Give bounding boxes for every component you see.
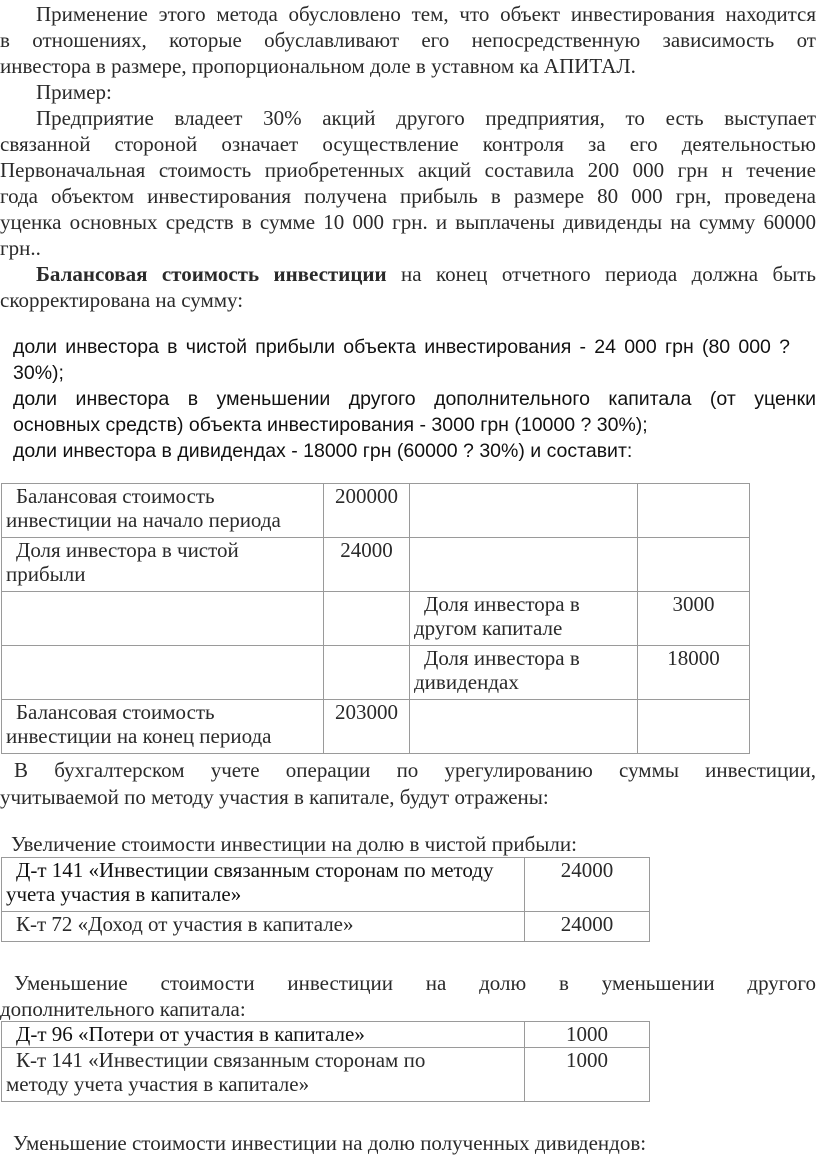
cell-label-line: инвестиции на конец периода [6, 724, 272, 748]
adjustment-2-line-2: основных средств) объекта инвестирования - 3000 грн (10000 ? 30%); [13, 414, 648, 436]
table-cell [2, 646, 324, 700]
example-line-1: Предприятие владеет 30% акций другого предприятия, то есть выступает [36, 106, 816, 130]
cell-label-line: К-т 72 «Доход от участия в капитале» [16, 912, 354, 936]
decrease-heading-line-1: Уменьшение стоимости инвестиции на долю в уменьшении другого [14, 971, 816, 995]
table-cell-value: 24000 [525, 858, 650, 912]
cell-label-line: Доля инвестора в [424, 592, 580, 616]
table-row [2, 1048, 650, 1102]
cell-label-line: прибыли [6, 562, 86, 586]
table-cell [410, 700, 638, 754]
example-line-4: года объектом инвестирования получена прибыль в размере 80 000 грн, проведена [0, 184, 816, 208]
adjustment-2-line-1: доли инвестора в уменьшении другого дополнительного капитала (от уценки [13, 388, 816, 410]
cell-label-line: К-т 141 «Инвестиции связанным сторонам по [16, 1048, 426, 1072]
intro-line-3: инвестора в размере, пропорциональном доле в уставном ка АПИТАЛ. [0, 54, 636, 78]
table-cell-value: 24000 [324, 538, 410, 592]
table-cell [2, 592, 324, 646]
balance-line-1-rest: на конец отчетного периода должна быть [401, 262, 816, 286]
table-cell-value: 3000 [638, 592, 750, 646]
cell-label-line: инвестиции на начало периода [6, 508, 281, 532]
table-cell-value: 1000 [525, 1048, 650, 1102]
table-row [2, 592, 750, 646]
accounting-line-1 [0, 758, 816, 782]
table-cell [324, 592, 410, 646]
intro-line-2: в отношениях, которые обуславливают его непосредственную зависимость от [0, 28, 816, 52]
intro-line-1: Применение этого метода обусловлено тем, что объект инвестирования находится [36, 2, 816, 26]
increase-heading: Увеличение стоимости инвестиции на долю в чистой прибыли: [11, 832, 577, 856]
balance-bold-term: Балансовая стоимость инвестиции [36, 262, 387, 286]
adjustment-1-line-1: доли инвестора в чистой прибыли объекта инвестирования - 24 000 грн (80 000 ? [13, 336, 790, 358]
table-cell [2, 1022, 525, 1048]
example-line-2: связанной стороной означает осуществление контроля за его деятельностью [0, 132, 816, 156]
table-row [2, 912, 650, 942]
table-cell [638, 700, 750, 754]
cell-label-line: Доля инвестора в чистой [16, 538, 239, 562]
table-cell [2, 912, 525, 942]
table-cell-value: 200000 [324, 484, 410, 538]
cell-label-line: Доля инвестора в [424, 646, 580, 670]
table-cell [638, 538, 750, 592]
cell-label-line: Д-т 141 «Инвестиции связанным сторонам по методу [16, 858, 494, 882]
cell-label-line: другом капитале [414, 616, 563, 640]
cell-label-line: методу учета участия в капитале» [6, 1072, 310, 1096]
table-row [2, 1022, 650, 1048]
table-cell [2, 700, 324, 754]
table-row [2, 858, 650, 912]
decrease-heading-line-2: дополнительного капитала: [0, 997, 246, 1021]
cell-label-line: учета участия в капитале» [6, 882, 242, 906]
table-cell [2, 538, 324, 592]
cell-label-line: дивидендах [414, 670, 519, 694]
table-cell-value: 24000 [525, 912, 650, 942]
cell-label-line: Балансовая стоимость [16, 700, 215, 724]
cell-label-line: Балансовая стоимость [16, 484, 215, 508]
example-label: Пример: [36, 80, 112, 104]
cell-label-line: Д-т 96 «Потери от участия в капитале» [16, 1022, 365, 1046]
table-cell [2, 1048, 525, 1102]
table-cell [410, 646, 638, 700]
accounting-line-1-text: В бухгалтерском учете операции по урегулированию суммы инвестиции, [14, 758, 816, 782]
table-cell [638, 484, 750, 538]
table-cell [324, 646, 410, 700]
table-cell-value: 1000 [525, 1022, 650, 1048]
table-cell [410, 484, 638, 538]
example-line-6: грн.. [0, 236, 41, 260]
balance-line-2: скорректирована на сумму: [0, 288, 244, 312]
increase-table [1, 857, 650, 942]
table-cell [410, 592, 638, 646]
table-row [2, 700, 750, 754]
table-cell-value: 203000 [324, 700, 410, 754]
table-cell-value: 18000 [638, 646, 750, 700]
example-line-5: уценка основных средств в сумме 10 000 грн. и выплачены дивиденды на сумму 60000 [0, 210, 816, 234]
table-cell [2, 858, 525, 912]
accounting-line-2: учитываемой по методу участия в капитале, будут отражены: [0, 785, 549, 809]
adjustment-1-line-2: 30%); [13, 362, 64, 384]
adjustment-3: доли инвестора в дивидендах - 18000 грн (60000 ? 30%) и составит: [13, 440, 633, 462]
table-cell [2, 484, 324, 538]
dividends-heading: Уменьшение стоимости инвестиции на долю полученных дивидендов: [13, 1131, 647, 1155]
balance-line-1 [0, 262, 816, 286]
decrease-table [1, 1021, 650, 1102]
example-line-3: Первоначальная стоимость приобретенных акций составила 200 000 грн н течение [0, 158, 816, 182]
table-row [2, 484, 750, 538]
balance-table [1, 483, 750, 754]
table-row [2, 538, 750, 592]
table-cell [410, 538, 638, 592]
table-row [2, 646, 750, 700]
